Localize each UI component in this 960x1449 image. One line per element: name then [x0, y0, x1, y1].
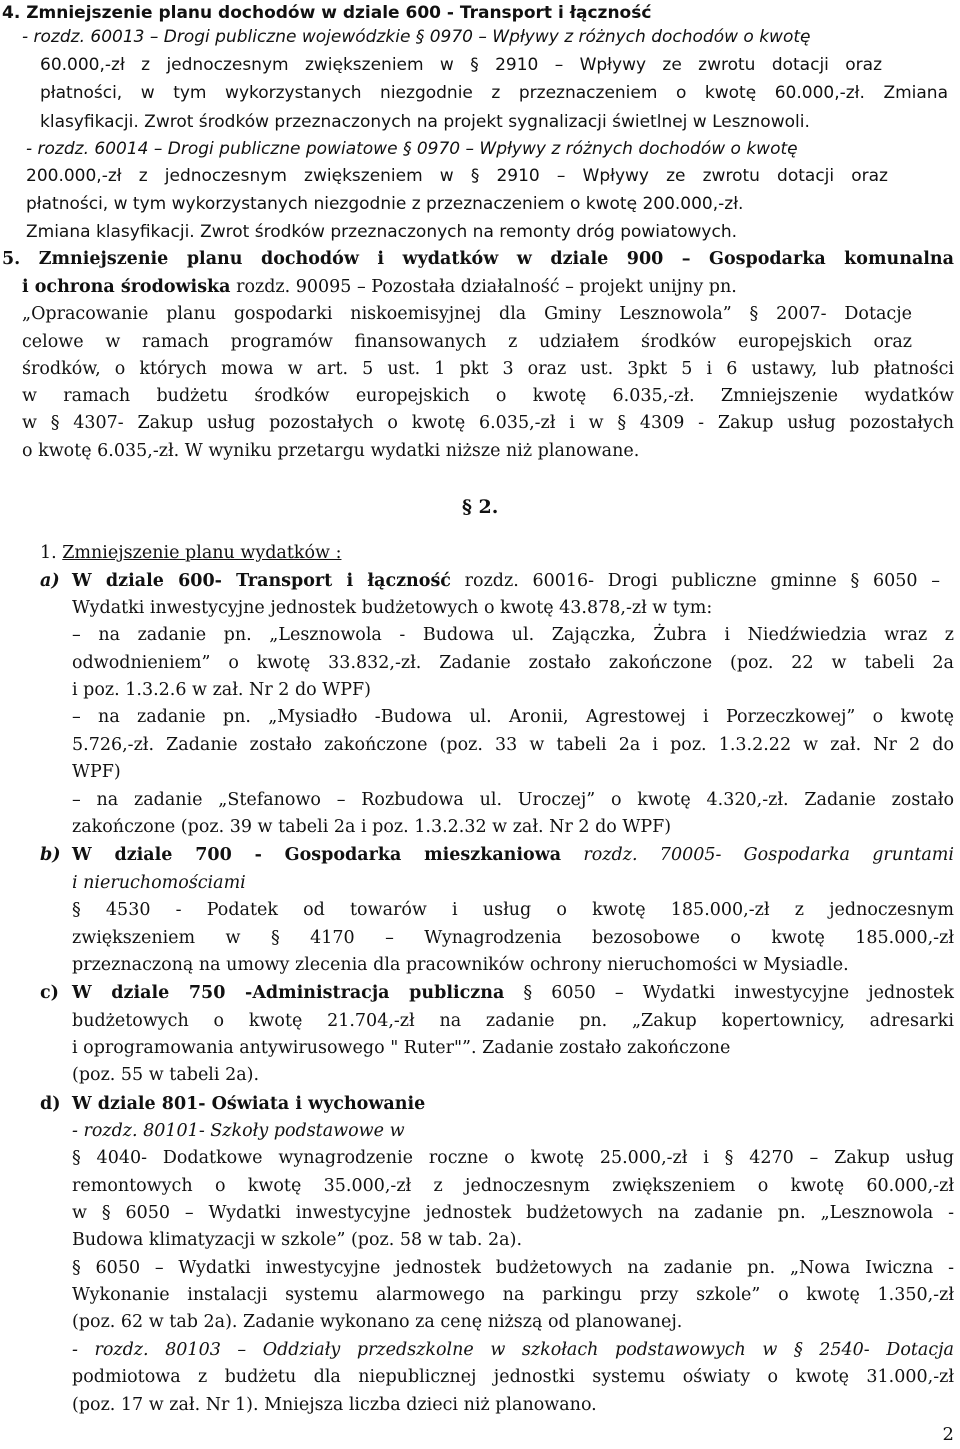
item-a-line-10: zakończone (poz. 39 w tabeli 2a i poz. 1.3.2.32 w zał. Nr 2 do WPF): [72, 817, 672, 837]
item-c-line-1-rest: § 6050 – Wydatki inwestycyjne jednostek: [504, 983, 954, 1003]
section-5-para-3: środków, o których mowa w art. 5 ust. 1 pkt 3 oraz ust. 3pkt 5 i 6 ustawy, lub płatności: [22, 359, 954, 379]
item-d-line-4: remontowych o kwotę 35.000,-zł z jednoczesnym zwiększeniem o kwotę 60.000,-zł: [72, 1176, 954, 1196]
section-5-subheading-rest: rozdz. 90095 – Pozostała działalność – projekt unijny pn.: [230, 277, 737, 297]
item-b-line-1-rest: rozdz. 70005- Gospodarka gruntami: [561, 845, 955, 865]
page-number: 2: [942, 1424, 954, 1445]
section-4-line-3: płatności, w tym wykorzystanych niezgodnie z przeznaczeniem o kwotę 60.000,-zł. Zmiana: [40, 83, 948, 103]
item-a-title: W dziale 600- Transport i łączność: [72, 571, 451, 591]
section-5-para-5: w § 4307- Zakup usług pozostałych o kwotę 6.035,-zł i w § 4309 - Zakup usług pozostałych: [22, 413, 954, 433]
expenses-heading-number: 1.: [40, 543, 63, 563]
section-5-para-2: celowe w ramach programów finansowanych z udziałem środków europejskich oraz: [22, 332, 912, 352]
item-c-line-3: i oprogramowania antywirusowego " Ruter"”. Zadanie zostało zakończone: [72, 1038, 731, 1058]
item-a-line-6: – na zadanie pn. „Mysiadło -Budowa ul. Aronii, Agrestowej i Porzeczkowej” o kwotę: [72, 707, 954, 727]
paragraph-2-marker: § 2.: [462, 496, 499, 518]
section-5-subheading-bold: i ochrona środowiska: [22, 277, 231, 297]
item-c-line-2: budżetowych o kwotę 21.704,-zł na zadanie pn. „Zakup kopertownicy, adresarki: [72, 1011, 954, 1031]
section-4-line-4: klasyfikacji. Zwrot środków przeznaczonych na projekt sygnalizacji świetlnej w Lesznowoli.: [40, 112, 810, 132]
item-a-line-4: odwodnieniem” o kwotę 33.832,-zł. Zadanie zostało zakończone (poz. 22 w tabeli 2a: [72, 653, 954, 673]
item-d-line-8: Wykonanie instalacji systemu alarmowego na parkingu przy szkole” o kwotę 1.350,-zł: [72, 1285, 954, 1305]
section-4-line-6: 200.000,-zł z jednoczesnym zwiększeniem w § 2910 – Wpływy ze zwrotu dotacji oraz: [26, 166, 888, 186]
item-d-line-12: (poz. 17 w zał. Nr 1). Mniejsza liczba dzieci niż planowano.: [72, 1395, 597, 1415]
item-a-line-3: – na zadanie pn. „Lesznowola - Budowa ul. Zajączka, Żubra i Niedźwiedzia wraz z: [72, 625, 954, 645]
item-d-label: d): [40, 1094, 61, 1114]
section-5-para-4: w ramach budżetu środków europejskich o kwotę 6.035,-zł. Zmniejszenie wydatków: [22, 386, 954, 406]
item-d-line-5: w § 6050 – Wydatki inwestycyjne jednostek budżetowych na zadanie pn. „Lesznowola -: [72, 1203, 954, 1223]
item-a-line-7: 5.726,-zł. Zadanie zostało zakończone (poz. 33 w tabeli 2a i poz. 1.3.2.22 w zał. Nr 2 do: [72, 735, 954, 755]
section-4-line-7: płatności, w tym wykorzystanych niezgodnie z przeznaczeniem o kwotę 200.000,-zł.: [26, 194, 744, 214]
item-b-line-3: § 4530 - Podatek od towarów i usług o kwotę 185.000,-zł z jednoczesnym: [72, 900, 954, 920]
item-b-title: W dziale 700 - Gospodarka mieszkaniowa: [72, 845, 562, 865]
expenses-heading: [40, 541, 341, 565]
section-4-line-2: 60.000,-zł z jednoczesnym zwiększeniem w § 2910 – Wpływy ze zwrotu dotacji oraz: [40, 55, 882, 75]
item-d-line-3: § 4040- Dodatkowe wynagrodzenie roczne o kwotę 25.000,-zł i § 4270 – Zakup usług: [72, 1148, 954, 1168]
section-4-line-5: - rozdz. 60014 – Drogi publiczne powiatowe § 0970 – Wpływy z różnych dochodów o kwotę: [26, 139, 798, 159]
item-d-title: W dziale 801- Oświata i wychowanie: [72, 1094, 426, 1114]
section-5-subheading: [22, 275, 737, 299]
item-b-line-5: przeznaczoną na umowy zlecenia dla pracowników ochrony nieruchomości w Mysiadle.: [72, 955, 849, 975]
item-b-line-4: zwiększeniem w § 4170 – Wynagrodzenia bezosobowe o kwotę 185.000,-zł: [72, 928, 954, 948]
item-d-line-11: podmiotowa z budżetu dla niepublicznej jednostki systemu oświaty o kwotę 31.000,-zł: [72, 1367, 954, 1387]
item-d-line-7: § 6050 – Wydatki inwestycyjne jednostek budżetowych na zadanie pn. „Nowa Iwiczna -: [72, 1258, 954, 1278]
item-b-line-2: i nieruchomościami: [72, 873, 246, 893]
item-c-line-4: (poz. 55 w tabeli 2a).: [72, 1065, 260, 1085]
item-c-title: W dziale 750 -Administracja publiczna: [72, 983, 505, 1003]
item-d-line-10: - rozdz. 80103 – Oddziały przedszkolne w szkołach podstawowych w § 2540- Dotacja: [72, 1340, 954, 1360]
item-a-line-8: WPF): [72, 762, 121, 782]
item-d-line-2: - rozdz. 80101- Szkoły podstawowe w: [72, 1121, 405, 1141]
item-b-line-1: [72, 843, 954, 867]
item-a-line-2: Wydatki inwestycyjne jednostek budżetowych o kwotę 43.878,-zł w tym:: [72, 598, 713, 618]
item-a-line-9: – na zadanie „Stefanowo – Rozbudowa ul. Uroczej” o kwotę 4.320,-zł. Zadanie zostało: [72, 790, 954, 810]
item-d-line-6: Budowa klimatyzacji w szkole” (poz. 58 w tab. 2a).: [72, 1230, 523, 1250]
item-c-line-1: [72, 981, 954, 1005]
section-4-line-8: Zmiana klasyfikacji. Zwrot środków przeznaczonych na remonty dróg powiatowych.: [26, 222, 738, 242]
item-a-label: a): [40, 571, 60, 591]
item-d-line-9: (poz. 62 w tab 2a). Zadanie wykonano za cenę niższą od planowanej.: [72, 1312, 683, 1332]
item-a-line-1: [72, 569, 940, 593]
section-5-para-1: „Opracowanie planu gospodarki niskoemisyjnej dla Gminy Lesznowola” § 2007- Dotacje: [22, 304, 912, 324]
section-5-para-6: o kwotę 6.035,-zł. W wyniku przetargu wydatki niższe niż planowane.: [22, 441, 640, 461]
expenses-heading-title: Zmniejszenie planu wydatków :: [62, 543, 342, 563]
item-a-line-5: i poz. 1.3.2.6 w zał. Nr 2 do WPF): [72, 680, 371, 700]
item-a-line-1-rest: rozdz. 60016- Drogi publiczne gminne § 6050 –: [450, 571, 940, 591]
section-4-heading: 4. Zmniejszenie planu dochodów w dziale 600 - Transport i łączność: [2, 3, 652, 23]
section-4-line-1: - rozdz. 60013 – Drogi publiczne wojewódzkie § 0970 – Wpływy z różnych dochodów o kwotę: [22, 27, 811, 47]
item-c-label: c): [40, 983, 59, 1003]
item-b-label: b): [40, 845, 61, 865]
section-5-heading: 5. Zmniejszenie planu dochodów i wydatków w dziale 900 – Gospodarka komunalna: [2, 249, 954, 269]
